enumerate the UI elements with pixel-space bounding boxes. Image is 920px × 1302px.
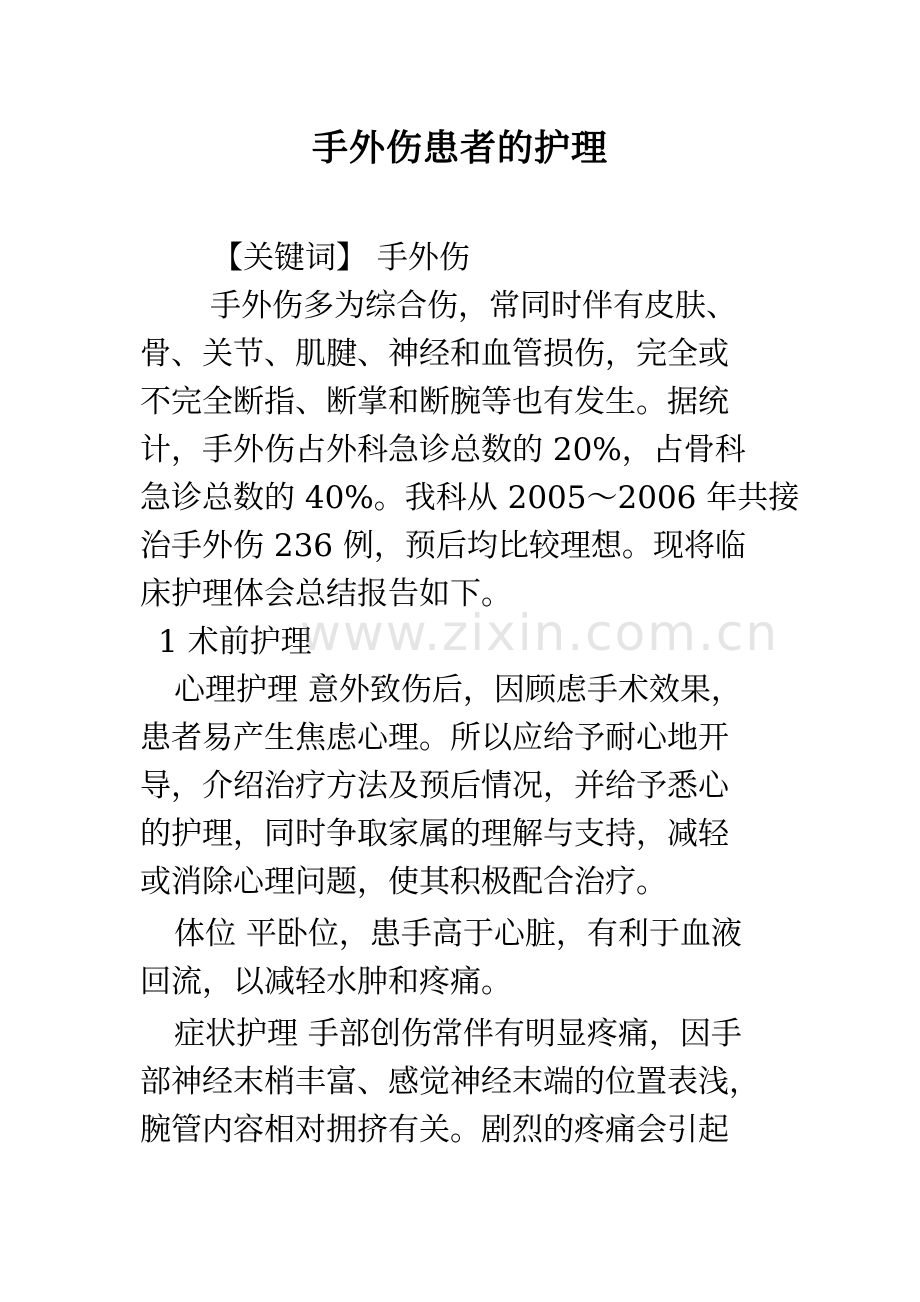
- paragraph-line: 床护理体会总结报告如下。: [140, 576, 512, 612]
- paragraph-line: 手外伤多为综合伤，常同时伴有皮肤、: [210, 288, 737, 324]
- watermark: www.zixin.com.cn: [300, 604, 780, 662]
- paragraph-line: 心理护理 意外致伤后，因顾虑手术效果，: [174, 672, 742, 708]
- paragraph-line: 计，手外伤占外科急诊总数的 20%，占骨科: [140, 432, 746, 468]
- paragraph-line: 回流，以减轻水肿和疼痛。: [140, 964, 512, 1000]
- paragraph-line: 症状护理 手部创伤常伴有明显疼痛，因手: [174, 1016, 742, 1052]
- document-title: 手外伤患者的护理: [311, 127, 608, 169]
- paragraph-line: 患者易产生焦虑心理。所以应给予耐心地开: [140, 720, 729, 756]
- paragraph-line: 治手外伤 236 例，预后均比较理想。现将临: [140, 528, 746, 564]
- paragraph-line: 导，介绍治疗方法及预后情况，并给予悉心: [140, 768, 729, 804]
- paragraph-line: 或消除心理问题，使其积极配合治疗。: [140, 864, 667, 900]
- paragraph-line: 的护理，同时争取家属的理解与支持，减轻: [140, 816, 729, 852]
- section-heading: 1 术前护理: [158, 624, 312, 660]
- paragraph-line: 不完全断指、断掌和断腕等也有发生。据统: [140, 384, 729, 420]
- paragraph-line: 腕管内容相对拥挤有关。剧烈的疼痛会引起: [140, 1112, 729, 1148]
- paragraph-line: 骨、关节、肌腱、神经和血管损伤，完全或: [140, 336, 729, 372]
- paragraph-line: 部神经末梢丰富、感觉神经末端的位置表浅，: [140, 1064, 760, 1100]
- keywords-line: 【关键词】 手外伤: [212, 240, 470, 276]
- paragraph-line: 急诊总数的 40%。我科从 2005～2006 年共接: [140, 480, 800, 516]
- paragraph-line: 体位 平卧位，患手高于心脏，有利于血液: [174, 916, 742, 952]
